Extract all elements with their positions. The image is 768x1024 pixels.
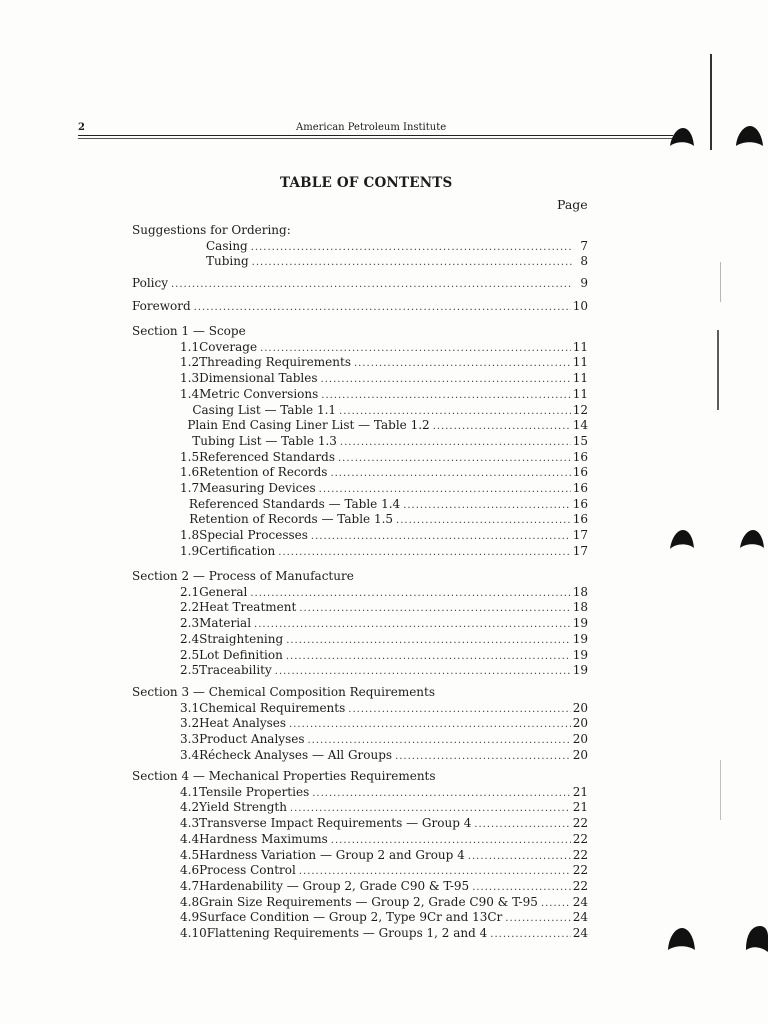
- toc-entry-label: Coverage: [199, 339, 258, 354]
- toc-entry-label: Tubing List — Table 1.3: [192, 433, 337, 448]
- dot-leader: [307, 735, 570, 746]
- dot-leader: [260, 343, 571, 354]
- dot-leader: [348, 704, 570, 715]
- dot-leader: [319, 484, 571, 495]
- toc-section-heading: Section 1 — Scope: [132, 324, 246, 338]
- toc-entry-number: 4.3: [180, 816, 200, 831]
- dot-leader: [331, 835, 571, 846]
- toc-entry: [180, 816, 588, 832]
- toc-entry: [180, 879, 588, 895]
- toc-entry: [180, 648, 588, 664]
- toc-entry-label: Process Control: [199, 863, 296, 878]
- punch-hole-mark: [666, 926, 696, 952]
- toc-entry-label: Grain Size Requirements — Group 2, Grade C90 & T-95: [199, 894, 538, 909]
- toc-entry-page: 20: [572, 716, 588, 731]
- punch-hole-mark: [738, 528, 766, 550]
- toc-entry-page: 12: [572, 402, 588, 417]
- dot-leader: [286, 635, 571, 646]
- dot-leader: [171, 279, 572, 290]
- toc-entry-label: Foreword: [132, 299, 191, 313]
- toc-entry-page: 24: [572, 926, 588, 940]
- toc-entry-label: Hardness Maximums: [199, 831, 328, 846]
- dot-leader: [505, 913, 570, 924]
- toc-entry: [180, 544, 588, 560]
- toc-entry: [180, 497, 588, 513]
- toc-entry-label: Tubing: [206, 254, 249, 269]
- dot-leader: [290, 803, 571, 814]
- toc-entry-page: 24: [572, 910, 588, 925]
- toc-entry: [180, 800, 588, 816]
- dot-leader: [321, 374, 571, 385]
- toc-entry-number: 1.7: [180, 481, 200, 495]
- toc-section-heading: Section 4 — Mechanical Properties Requirements: [132, 769, 436, 783]
- toc-entry: [180, 403, 588, 419]
- toc-entry-label: Product Analyses: [199, 732, 305, 747]
- toc-entry-number: 1.8: [180, 528, 200, 543]
- toc-entry: [180, 632, 588, 648]
- toc-entry-page: 16: [572, 496, 588, 511]
- dot-leader: [354, 358, 571, 369]
- header-page-number: 2: [78, 122, 85, 133]
- dot-leader: [339, 406, 571, 417]
- dot-leader: [472, 882, 571, 893]
- toc-entry-number: 4.6: [180, 863, 200, 878]
- toc-entry-page: 8: [580, 254, 588, 269]
- toc-entry-page: 18: [572, 584, 588, 599]
- toc-section-heading: Suggestions for Ordering:: [132, 223, 291, 237]
- toc-entry-page: 20: [572, 732, 588, 747]
- toc-entry: [180, 387, 588, 403]
- dot-leader: [311, 531, 571, 542]
- toc-entry-page: 22: [572, 863, 588, 878]
- toc-entry-page: 17: [572, 528, 588, 543]
- toc-entry-number: 3.1: [180, 700, 200, 715]
- toc-entry-page: 21: [572, 800, 588, 815]
- toc-entry-label: Retention of Records: [199, 465, 328, 480]
- toc-entry-label: Referenced Standards — Table 1.4: [188, 496, 401, 511]
- toc-entry-label: Hardness Variation — Group 2 and Group 4: [199, 847, 465, 862]
- dot-leader: [251, 242, 572, 253]
- toc-entry-label: Traceability: [199, 663, 272, 678]
- toc-entry: [180, 863, 588, 879]
- toc-entry-number: 4.9: [180, 910, 200, 925]
- toc-entry: [206, 239, 588, 255]
- toc-entry-page: 19: [572, 663, 588, 678]
- toc-entry-page: 18: [572, 600, 588, 615]
- punch-hole-mark: [734, 124, 764, 148]
- toc-entry-number: 2.4: [180, 631, 200, 646]
- toc-section-heading: Section 2 — Process of Manufacture: [132, 569, 354, 583]
- punch-hole-mark: [744, 924, 768, 954]
- toc-entry-label: Heat Treatment: [199, 600, 297, 615]
- toc-section-heading: Section 3 — Chemical Composition Requirements: [132, 685, 436, 699]
- toc-entry-page: 9: [580, 276, 588, 290]
- toc-entry-number: 1.9: [180, 543, 200, 558]
- toc-entry: [180, 701, 588, 717]
- toc-entry-label: Metric Conversions: [199, 386, 319, 401]
- toc-entry-number: 4.10: [180, 926, 207, 940]
- toc-entry-number: 1.4: [180, 386, 200, 401]
- toc-entry-number: 1.5: [180, 449, 200, 464]
- toc-entry-page: 22: [572, 831, 588, 846]
- toc-entry-page: 16: [572, 481, 588, 495]
- toc-entry: [180, 848, 588, 864]
- dot-leader: [252, 257, 572, 268]
- toc-entry-page: 17: [572, 543, 588, 558]
- toc-entry-label: Récheck Analyses — All Groups: [199, 747, 393, 762]
- toc-entry: [132, 299, 588, 315]
- punch-hole-mark: [668, 126, 696, 148]
- toc-entry: [180, 450, 588, 466]
- toc-entry-number: 3.2: [180, 716, 200, 731]
- toc-entry: [180, 926, 588, 942]
- toc-entry-label: Casing: [206, 238, 248, 253]
- dot-leader: [250, 588, 570, 599]
- toc-entry: [180, 418, 588, 434]
- toc-entry-label: Straightening: [199, 631, 284, 646]
- toc-entry-page: 11: [572, 339, 588, 354]
- header-publisher: American Petroleum Institute: [296, 122, 447, 133]
- dot-leader: [403, 500, 571, 511]
- toc-entry-label: Policy: [132, 276, 168, 290]
- toc-entry-number: 3.3: [180, 732, 200, 747]
- toc-entry-label: Lot Definition: [199, 647, 283, 662]
- dot-leader: [278, 547, 570, 558]
- dot-leader: [299, 603, 570, 614]
- toc-entry-number: 1.2: [180, 355, 200, 370]
- toc-entry: [180, 465, 588, 481]
- toc-entry-label: Referenced Standards: [199, 449, 335, 464]
- toc-entry-label: Surface Condition — Group 2, Type 9Cr and 13Cr: [199, 910, 503, 925]
- dot-leader: [275, 666, 571, 677]
- toc-entry: [180, 528, 588, 544]
- toc-entry-page: 20: [572, 747, 588, 762]
- toc-title: TABLE OF CONTENTS: [280, 175, 453, 191]
- toc-entry-label: Casing List — Table 1.1: [192, 402, 337, 417]
- dot-leader: [194, 302, 571, 313]
- dot-leader: [395, 751, 571, 762]
- toc-entry: [180, 732, 588, 748]
- toc-entry-page: 22: [572, 878, 588, 893]
- dot-leader: [541, 898, 571, 909]
- toc-entry-number: 2.3: [180, 616, 200, 631]
- toc-entry: [180, 895, 588, 911]
- toc-entry-page: 16: [572, 465, 588, 480]
- dot-leader: [468, 851, 571, 862]
- toc-entry-page: 11: [572, 386, 588, 401]
- toc-entry-page: 20: [572, 700, 588, 715]
- toc-entry-number: 2.2: [180, 600, 200, 615]
- toc-entry-label: General: [199, 584, 248, 599]
- dot-leader: [321, 390, 570, 401]
- toc-entry-label: Hardenability — Group 2, Grade C90 & T-95: [199, 878, 470, 893]
- toc-entry: [180, 748, 588, 764]
- toc-entry-label: Material: [199, 616, 252, 631]
- toc-entry-page: 24: [572, 894, 588, 909]
- toc-entry-number: 4.5: [180, 847, 200, 862]
- dot-leader: [396, 515, 571, 526]
- toc-entry: [180, 616, 588, 632]
- toc-entry-number: 4.2: [180, 800, 200, 815]
- toc-entry-label: Transverse Impact Requirements — Group 4: [199, 816, 472, 831]
- toc-entry-number: 1.1: [180, 339, 200, 354]
- toc-entry: [180, 785, 588, 801]
- dot-leader: [474, 819, 570, 830]
- toc-entry-number: 4.8: [180, 894, 200, 909]
- toc-entry-label: Tensile Properties: [199, 784, 310, 799]
- toc-entry-number: 1.6: [180, 465, 200, 480]
- dot-leader: [433, 421, 571, 432]
- toc-entry-page: 16: [572, 449, 588, 464]
- toc-entry: [180, 481, 588, 497]
- toc-entry-page: 11: [572, 371, 588, 386]
- toc-entry: [180, 663, 588, 679]
- toc-entry-number: 2.5: [180, 647, 200, 662]
- toc-entry-page: 15: [572, 433, 588, 448]
- toc-entry-page: 7: [580, 238, 588, 253]
- dot-leader: [490, 929, 570, 940]
- toc-entry-number: 4.1: [180, 784, 200, 799]
- toc-entry: [206, 254, 588, 270]
- scan-edge-mark: [720, 262, 721, 302]
- toc-entry-label: Retention of Records — Table 1.5: [189, 512, 394, 527]
- toc-entry: [180, 832, 588, 848]
- toc-entry: [132, 276, 588, 292]
- toc-entry-page: 19: [572, 631, 588, 646]
- dot-leader: [286, 651, 571, 662]
- toc-entry-number: 3.4: [180, 747, 200, 762]
- scan-edge-mark: [720, 760, 721, 820]
- toc-entry-label: Dimensional Tables: [199, 371, 318, 386]
- page-column-label: Page: [557, 197, 588, 212]
- toc-entry-label: Certification: [199, 543, 276, 558]
- toc-entry-label: Chemical Requirements: [199, 700, 346, 715]
- dot-leader: [299, 866, 571, 877]
- toc-entry-page: 22: [572, 816, 588, 831]
- toc-entry-number: 4.4: [180, 831, 200, 846]
- toc-entry-number: 2.5: [180, 663, 200, 678]
- toc-entry-label: Flattening Requirements — Groups 1, 2 and 4: [206, 926, 488, 940]
- toc-entry-label: Special Processes: [199, 528, 308, 543]
- toc-entry-page: 22: [572, 847, 588, 862]
- toc-entry-page: 10: [572, 299, 588, 313]
- toc-entry-page: 16: [572, 512, 588, 527]
- toc-entry: [180, 910, 588, 926]
- toc-entry: [180, 716, 588, 732]
- toc-entry: [180, 340, 588, 356]
- toc-entry-page: 14: [572, 418, 588, 433]
- toc-entry: [180, 371, 588, 387]
- toc-entry-page: 21: [572, 784, 588, 799]
- dot-leader: [289, 719, 571, 730]
- dot-leader: [340, 437, 571, 448]
- toc-entry-label: Plain End Casing Liner List — Table 1.2: [187, 418, 430, 433]
- toc-entry-number: 1.3: [180, 371, 200, 386]
- dot-leader: [338, 453, 571, 464]
- toc-entry-page: 11: [572, 355, 588, 370]
- scan-edge-mark: [710, 54, 712, 150]
- toc-entry: [180, 434, 588, 450]
- toc-entry-label: Heat Analyses: [199, 716, 287, 731]
- toc-entry: [180, 512, 588, 528]
- toc-entry-number: 2.1: [180, 584, 200, 599]
- toc-entry-page: 19: [572, 647, 588, 662]
- toc-entry-page: 19: [572, 616, 588, 631]
- toc-entry-label: Threading Requirements: [199, 355, 351, 370]
- scan-edge-mark: [717, 330, 719, 410]
- toc-entry: [180, 355, 588, 371]
- punch-hole-mark: [668, 528, 696, 550]
- dot-leader: [330, 468, 570, 479]
- dot-leader: [254, 619, 571, 630]
- toc-entry: [180, 585, 588, 601]
- toc-entry-number: 4.7: [180, 878, 200, 893]
- toc-entry-label: Yield Strength: [199, 800, 287, 815]
- dot-leader: [312, 788, 570, 799]
- toc-entry: [180, 600, 588, 616]
- toc-entry-label: Measuring Devices: [199, 481, 316, 495]
